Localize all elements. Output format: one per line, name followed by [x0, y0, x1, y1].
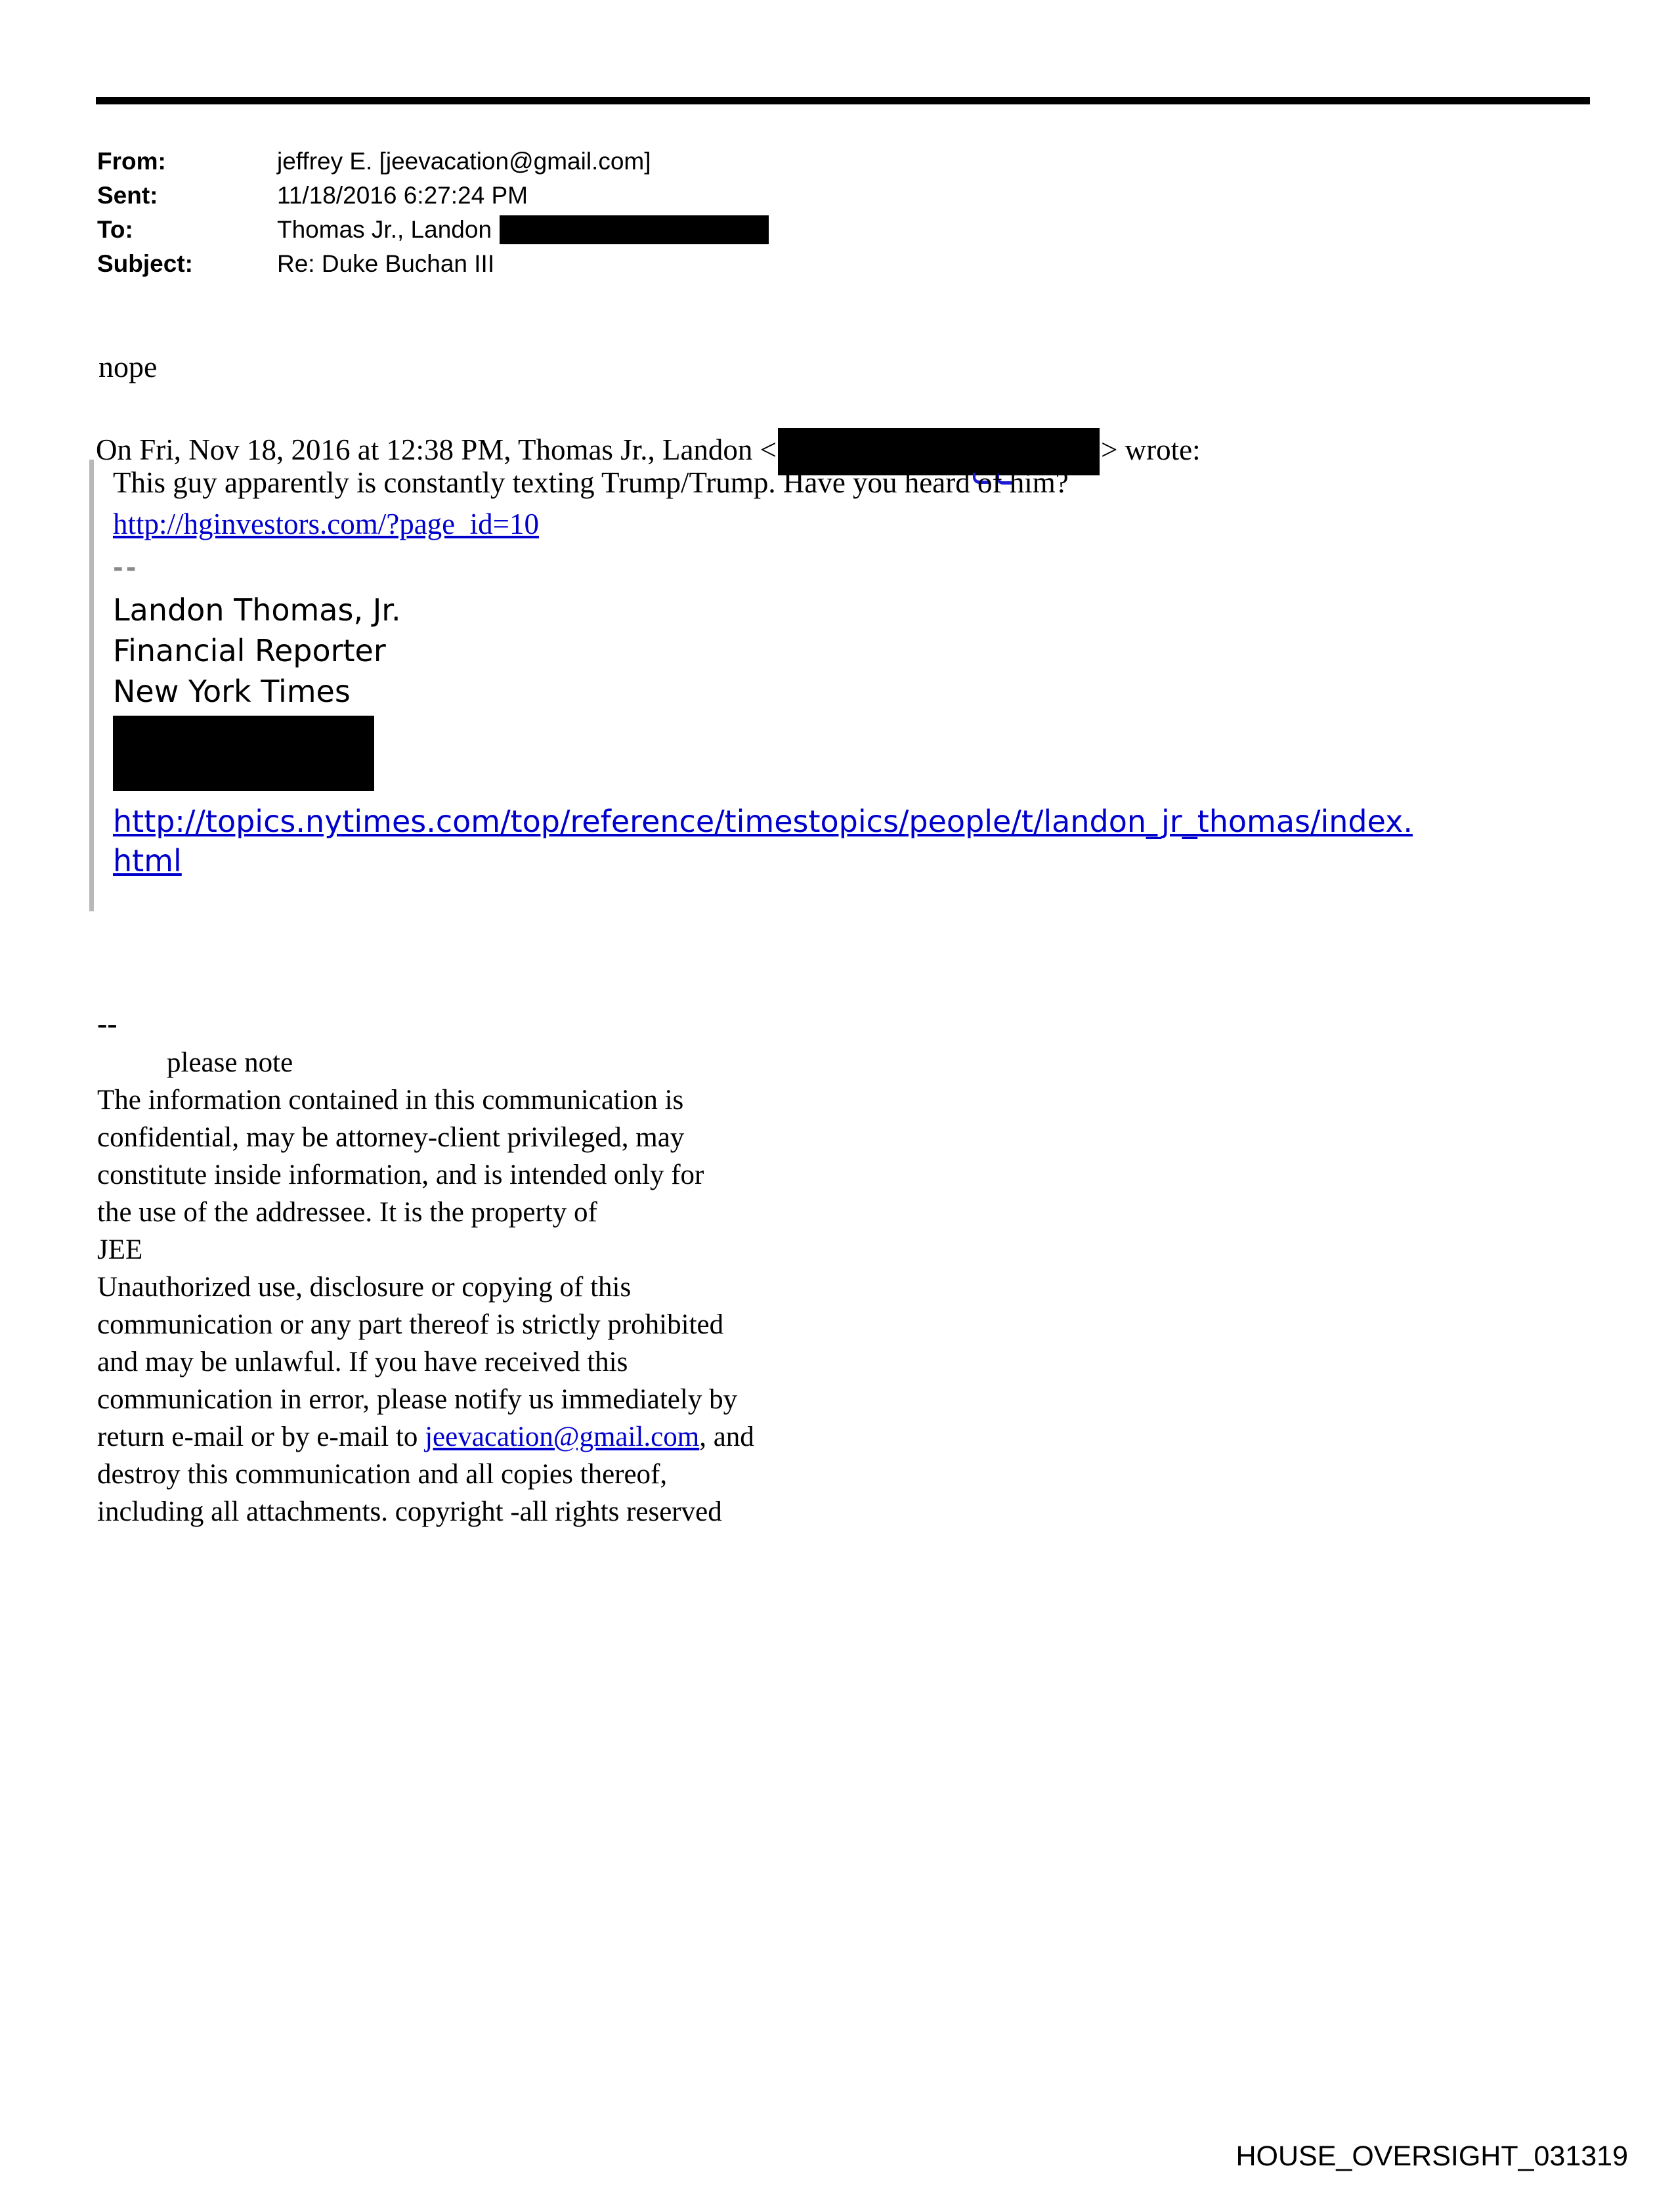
- to-label: To:: [97, 216, 133, 243]
- disclaimer-line: destroy this communication and all copies thereof,: [97, 1459, 668, 1490]
- legal-disclaimer: [97, 1007, 754, 1530]
- disclaimer-note-heading: please note: [167, 1047, 293, 1078]
- disclaimer-line: including all attachments. copyright -all rights reserved: [97, 1496, 722, 1527]
- disclaimer-link-line: [97, 1418, 754, 1456]
- disclaimer-line: The information contained in this communication is: [97, 1085, 684, 1116]
- signature-title: Financial Reporter: [113, 633, 386, 668]
- subject-label: Subject:: [97, 250, 193, 277]
- subject-value: Re: Duke Buchan III: [277, 250, 495, 277]
- quote-indent-bar: [89, 460, 94, 911]
- to-value-text: Thomas Jr., Landon: [277, 216, 492, 243]
- sent-value: 11/18/2016 6:27:24 PM: [277, 182, 528, 209]
- header-row-from: [97, 144, 769, 179]
- redaction-box: [500, 215, 769, 244]
- header-row-to: [97, 213, 769, 247]
- bates-number: HOUSE_OVERSIGHT_031319: [1235, 2140, 1628, 2172]
- signature-name: Landon Thomas, Jr.: [113, 592, 401, 628]
- disclaimer-line: constitute inside information, and is intended only for: [97, 1160, 704, 1190]
- signature-block: [113, 590, 1597, 712]
- disclaimer-link-suffix: , and: [699, 1421, 754, 1452]
- disclaimer-line: communication in error, please notify us immediately by: [97, 1384, 738, 1415]
- reply-text: nope: [98, 350, 158, 383]
- email-header: [97, 144, 769, 281]
- hginvestors-link[interactable]: http://hginvestors.com/?page_id=10: [113, 508, 540, 540]
- redaction-box: [113, 716, 374, 791]
- from-value: jeffrey E. [jeevacation@gmail.com]: [277, 148, 651, 175]
- attribution-suffix: > wrote:: [1101, 433, 1201, 466]
- nytimes-profile-link[interactable]: [113, 802, 1597, 880]
- jeevacation-email-link[interactable]: jeevacation@gmail.com: [425, 1421, 700, 1452]
- header-divider-rule: [96, 97, 1590, 104]
- quoted-message: [113, 464, 1597, 880]
- disclaimer-line: communication or any part thereof is strictly prohibited: [97, 1309, 724, 1340]
- disclaimer-line: the use of the addressee. It is the property of: [97, 1197, 597, 1228]
- header-row-subject: [97, 247, 769, 281]
- disclaimer-line: JEE: [97, 1234, 143, 1265]
- quoted-text-line: This guy apparently is constantly texting Trump/Trump. Have you heard of him?: [113, 466, 1069, 499]
- signature-separator: --: [113, 553, 139, 582]
- profile-link-line1: http://topics.nytimes.com/top/reference/timestopics/people/t/landon_jr_thomas/index.: [113, 804, 1413, 839]
- disclaimer-line: Unauthorized use, disclosure or copying of this: [97, 1272, 632, 1303]
- header-row-sent: [97, 179, 769, 213]
- disclaimer-separator: --: [97, 1007, 118, 1040]
- disclaimer-line: confidential, may be attorney-client privileged, may: [97, 1122, 685, 1153]
- to-value: [277, 213, 769, 247]
- attribution-prefix: On Fri, Nov 18, 2016 at 12:38 PM, Thomas Jr., Landon <: [96, 433, 777, 466]
- disclaimer-line: and may be unlawful. If you have received this: [97, 1347, 628, 1377]
- signature-organization: New York Times: [113, 674, 351, 709]
- sent-label: Sent:: [97, 182, 158, 209]
- from-label: From:: [97, 148, 166, 175]
- profile-link-line2: html: [113, 843, 182, 878]
- disclaimer-link-prefix: return e-mail or by e-mail to: [97, 1421, 425, 1452]
